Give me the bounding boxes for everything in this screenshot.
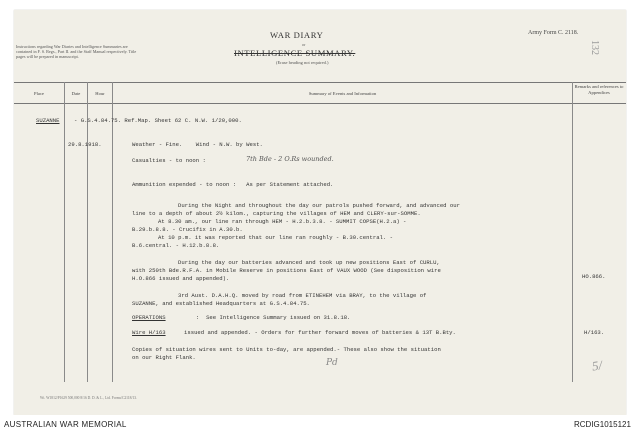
record-id-caption: RCDIG1015121 bbox=[574, 420, 631, 429]
column-rule-summary bbox=[572, 82, 573, 382]
header-top-rule bbox=[14, 82, 626, 83]
paragraph-1-line-1: During the Night and throughout the day our patrols pushed forward, and advanced our bbox=[178, 202, 460, 209]
column-header-place: Place bbox=[34, 91, 44, 96]
column-rule-place bbox=[64, 82, 65, 382]
erase-note: (Erase heading not required.) bbox=[276, 60, 329, 65]
column-header-hour: Hour bbox=[95, 91, 105, 96]
column-header-summary: Summary of Events and Information bbox=[308, 91, 377, 96]
column-header-date: Date bbox=[71, 91, 81, 96]
column-rule-hour bbox=[112, 82, 113, 382]
paragraph-1-line-6: B.6.central. - H.12.b.8.8. bbox=[132, 242, 220, 249]
subtitle-text: INTELLIGENCE SUMMARY. bbox=[234, 48, 356, 58]
paragraph-1-line-4: B.29.b.8.8. - Crucifix in A.30.b. bbox=[132, 226, 243, 233]
paragraph-1-line-5: At 10 p.m. it was reported that our line ran roughly - B.30.central. - bbox=[158, 234, 393, 241]
entry-reference-line: - G.S.4.84.75. Ref.Map. Sheet 62 C. N.W. 1/20,000. bbox=[74, 117, 242, 124]
entry-casualties-handwritten: 7th Bde - 2 O.Rs wounded. bbox=[246, 155, 334, 163]
column-header-remarks: Remarks and references to Appendices bbox=[574, 84, 624, 95]
header-bottom-rule bbox=[14, 103, 626, 104]
wire-label: Wire H/163 bbox=[132, 329, 166, 336]
form-title: WAR DIARY bbox=[270, 30, 324, 40]
side-folio-number: 132 bbox=[589, 40, 600, 55]
operations-text: : See Intelligence Summary issued on 31.8.18. bbox=[196, 314, 351, 321]
form-subtitle bbox=[234, 48, 355, 58]
entry-date: 29.8.1918. bbox=[68, 141, 102, 148]
entry-ammunition: Ammunition expended - to noon : As per Statement attached. bbox=[132, 181, 334, 188]
paragraph-1-line-2: line to a depth of about 2½ kilom., capturing the villages of HEM and CLERY-sur-SOMME. bbox=[132, 210, 421, 217]
instructions-note: Instructions regarding War Diaries and Intelligence Summaries are contained in F. S. Regs., Part II. and the Staff Manual respectively. Title pages will be prepared in manuscript. bbox=[16, 44, 137, 59]
entry-weather: Weather - Fine. Wind - N.W. by West. bbox=[132, 141, 263, 148]
paragraph-2-remark: HO.866. bbox=[582, 273, 606, 280]
form-or: or bbox=[302, 42, 306, 47]
printer-imprint: Wt. W1812/P1629 500,000 8/16 D. D. & L., Ltd. Forms/C2118/13. bbox=[40, 396, 137, 400]
paragraph-2-line-1: During the day our batteries advanced and took up new positions East of CURLU, bbox=[178, 259, 440, 266]
copies-line-2: on our Right Flank. bbox=[132, 354, 196, 361]
column-rule-date bbox=[87, 82, 88, 382]
paragraph-2-line-3: H.O.866 issued and appended). bbox=[132, 275, 230, 282]
copies-line-1: Copies of situation wires sent to Units to-day, are appended.- These also show the situation bbox=[132, 346, 441, 353]
paragraph-2-line-2: with 250th Bde.R.F.A. in Mobile Reserve in positions East of VAUX WOOD (See disposition wire bbox=[132, 267, 441, 274]
operations-label: OPERATIONS bbox=[132, 314, 166, 321]
archive-caption: AUSTRALIAN WAR MEMORIAL bbox=[4, 420, 127, 429]
wire-remark: H/163. bbox=[584, 329, 605, 336]
paragraph-3-line-1: 3rd Aust. D.A.H.Q. moved by road from ETINEHEM via BRAY, to the village of bbox=[178, 292, 427, 299]
wire-text: issued and appended. - Orders for further forward moves of batteries & 13T B.Bty. bbox=[184, 329, 456, 336]
army-form-number: Army Form C. 2118. bbox=[528, 30, 579, 36]
entry-casualties: Casualties - to noon : bbox=[132, 157, 206, 164]
paragraph-1-line-3: At 8.30 am., our line ran through HEM - H.2.b.3.8. - SUMMIT COPSE(H.2.a) - bbox=[158, 218, 407, 225]
handwritten-initials: Pd bbox=[326, 358, 338, 368]
entry-place: SUZANNE bbox=[36, 117, 60, 124]
handwritten-page-number: 5/ bbox=[590, 357, 604, 374]
paragraph-3-line-2: SUZANNE, and established Headquarters at G.S.4.84.75. bbox=[132, 300, 310, 307]
